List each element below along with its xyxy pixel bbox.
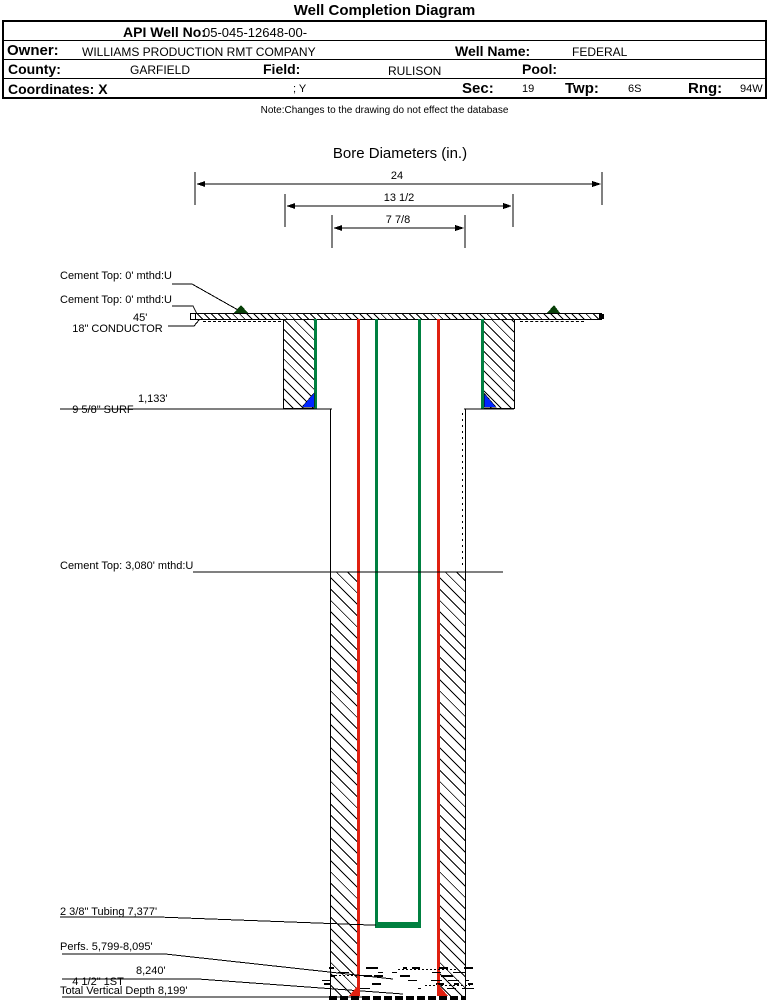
perforation-zone [322, 967, 490, 991]
coordinates-label: Coordinates: X [8, 81, 108, 97]
cement-top-marker-left [234, 305, 248, 313]
production-casing-name: 4 1/2" 1ST [72, 976, 124, 988]
surface-cement-block-right [481, 319, 515, 409]
total-vertical-depth-label: Total Vertical Depth 8,199' [60, 985, 188, 997]
conductor-dashed-line-left [203, 321, 281, 322]
cement-top-0-label-a: Cement Top: 0' mthd:U [60, 270, 172, 282]
perforation-mark [465, 980, 469, 981]
twp-value: 6S [628, 83, 642, 95]
perforation-mark [364, 975, 372, 977]
production-casing-depth: 8,240' [136, 965, 166, 977]
database-note: Note:Changes to the drawing do not effect the database [260, 105, 509, 116]
pool-label: Pool: [522, 61, 557, 77]
perforation-mark [378, 972, 383, 973]
perforation-mark [329, 967, 334, 969]
table-row-divider [2, 40, 767, 41]
field-value: RULISON [388, 64, 442, 78]
dim-arrowhead [333, 225, 342, 231]
perforation-mark [322, 980, 330, 981]
perforation-mark [366, 967, 378, 969]
perforation-mark [447, 975, 451, 977]
conductor-bar-right-cap [599, 314, 604, 319]
bore-dim-label-13-1-2: 13 1/2 [383, 192, 415, 204]
leader-cement-top-a [172, 284, 238, 310]
dim-arrowhead [592, 181, 601, 187]
perforation-mark [453, 972, 456, 973]
tubing-label: 2 3/8" Tubing 7,377' [60, 906, 158, 918]
owner-label: Owner: [7, 42, 59, 59]
surface-casing-depth: 1,133' [138, 393, 168, 405]
dim-arrowhead [503, 203, 512, 209]
twp-label: Twp: [565, 80, 599, 97]
perforation-mark [326, 983, 330, 985]
perforation-mark [452, 980, 459, 981]
dim-arrowhead [286, 203, 295, 209]
surface-casing-name: 9 5/8" SURF [72, 404, 134, 416]
cement-top-0-label-b: Cement Top: 0' mthd:U [60, 294, 172, 306]
table-row-divider [2, 78, 767, 79]
hole-bottom-bar [329, 996, 466, 1000]
surface-casing-label [60, 393, 168, 438]
perforation-mark [464, 967, 473, 969]
page-title: Well Completion Diagram [293, 2, 476, 19]
leader-tubing [60, 917, 376, 925]
well-name-value: FEDERAL [572, 45, 628, 59]
rng-value: 94W [740, 83, 763, 95]
surface-casing-line-left [314, 319, 317, 409]
county-value: GARFIELD [130, 63, 191, 77]
perforation-mark [338, 972, 349, 973]
conductor-depth: 45' [133, 312, 148, 324]
sec-label: Sec: [462, 80, 494, 97]
perforation-mark [372, 983, 381, 985]
api-well-no-value: 05-045-12648-00- [203, 25, 308, 40]
perforation-mark [462, 988, 474, 989]
borehole-wall-right [465, 409, 466, 997]
perforation-mark [431, 980, 442, 981]
leader-conductor [168, 320, 199, 326]
production-cement-right [440, 572, 465, 996]
field-label: Field: [263, 61, 301, 77]
sec-value: 19 [522, 83, 535, 95]
county-label: County: [8, 61, 61, 77]
perfs-label: Perfs. 5,799-8,095' [60, 941, 153, 953]
owner-value: WILLIAMS PRODUCTION RMT COMPANY [82, 45, 316, 59]
perforation-mark [374, 975, 383, 977]
cement-top-3080-label: Cement Top: 3,080' mthd:U [60, 560, 194, 572]
api-well-no-label: API Well No: [123, 24, 206, 40]
perforation-mark [432, 972, 441, 973]
bore-diameters-title: Bore Diameters (in.) [332, 145, 468, 162]
rng-label: Rng: [688, 80, 723, 97]
perforation-dotted-line [425, 985, 470, 986]
perforation-mark [418, 988, 421, 989]
well-name-label: Well Name: [455, 43, 531, 59]
perforation-dotted-line [398, 969, 456, 970]
perforation-mark [392, 972, 397, 973]
cement-top-marker-right [547, 305, 560, 313]
conductor-name: 18" CONDUCTOR [72, 323, 163, 335]
table-row-divider [2, 59, 767, 60]
production-casing-line-left [357, 319, 360, 996]
conductor-bar-left-cap [190, 313, 196, 320]
surface-cement-block-left [283, 319, 317, 409]
perforation-mark [356, 988, 363, 989]
tubing-string [375, 319, 421, 928]
borehole-wall-right-dotted [462, 413, 463, 569]
perforation-mark [400, 975, 410, 977]
bore-dim-label-7-7-8: 7 7/8 [385, 214, 411, 226]
coordinates-y-label: ; Y [293, 83, 307, 95]
dim-arrowhead [196, 181, 205, 187]
conductor-label [60, 313, 163, 357]
perforation-mark [447, 988, 456, 989]
perforation-mark [408, 980, 417, 981]
production-casing-line-right [437, 319, 440, 996]
conductor-dashed-line-right [520, 321, 584, 322]
surface-casing-line-right [481, 319, 484, 409]
production-cement-left [331, 572, 357, 996]
dim-arrowhead [455, 225, 464, 231]
perforation-dotted-line [331, 975, 365, 976]
bore-dim-label-24: 24 [390, 170, 404, 182]
